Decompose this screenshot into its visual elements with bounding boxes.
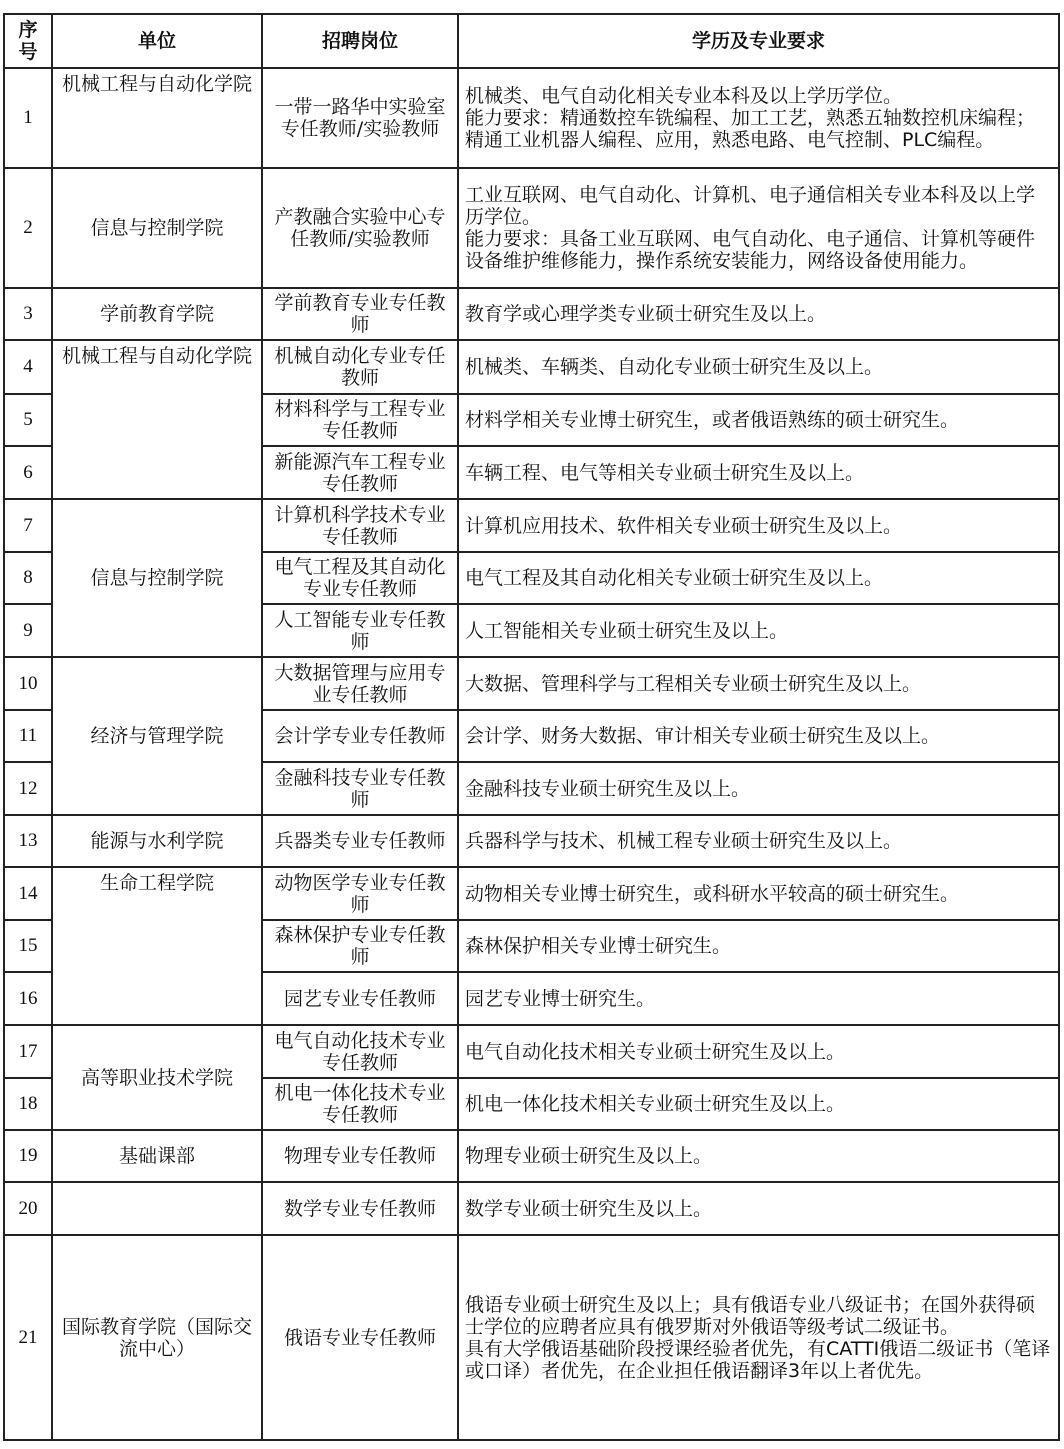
row-number: 12 [4, 762, 52, 815]
requirement-paragraph: 俄语专业硕士研究生及以上；具有俄语专业八级证书；在国外获得硕士学位的应聘者应具有俄罗斯对外俄语等级考试二级证书。 [465, 1293, 1036, 1338]
requirement-cell [458, 920, 1059, 972]
row-number: 11 [4, 710, 52, 762]
row-number: 18 [4, 1078, 52, 1130]
row-number: 3 [4, 288, 52, 340]
table-row [4, 1130, 1059, 1182]
unit-cell: 经济与管理学院 [52, 657, 262, 815]
position-cell: 人工智能专业专任教师 [262, 604, 458, 657]
requirement-paragraph: 机械类、车辆类、自动化专业硕士研究生及以上。 [465, 356, 884, 378]
position-cell: 金融科技专业专任教师 [262, 762, 458, 815]
requirement-cell [458, 972, 1059, 1025]
row-number: 8 [4, 552, 52, 604]
header-row [4, 14, 1059, 68]
requirement-cell [458, 1130, 1059, 1182]
row-number: 21 [4, 1235, 52, 1440]
table-row [4, 288, 1059, 340]
position-cell: 电气工程及其自动化专业专任教师 [262, 552, 458, 604]
row-number: 4 [4, 340, 52, 394]
position-cell: 学前教育专业专任教师 [262, 288, 458, 340]
requirement-cell [458, 1235, 1059, 1440]
position-cell: 机电一体化技术专业专任教师 [262, 1078, 458, 1130]
header-requirement: 学历及专业要求 [458, 14, 1059, 68]
position-cell: 动物医学专业专任教师 [262, 867, 458, 920]
position-cell: 大数据管理与应用专业专任教师 [262, 657, 458, 710]
position-cell: 机械自动化专业专任教师 [262, 340, 458, 394]
requirement-paragraph: 计算机应用技术、软件相关专业硕士研究生及以上。 [465, 514, 903, 537]
requirement-paragraph: 能力要求：精通数控车铣编程、加工工艺，熟悉五轴数控机床编程；精通工业机器人编程、应用，熟悉电路、电气控制、PLC编程。 [465, 107, 1036, 151]
row-number: 6 [4, 446, 52, 499]
requirement-paragraph: 森林保护相关专业博士研究生。 [465, 935, 732, 957]
row-number: 2 [4, 168, 52, 288]
requirement-paragraph: 电气自动化技术相关专业硕士研究生及以上。 [465, 1040, 846, 1063]
row-number: 9 [4, 604, 52, 657]
position-cell: 数学专业专任教师 [262, 1182, 458, 1235]
header-no-char-2: 号 [18, 41, 38, 63]
table-row [4, 499, 1059, 552]
requirement-cell [458, 340, 1059, 394]
position-cell: 会计学专业专任教师 [262, 710, 458, 762]
position-cell: 俄语专业专任教师 [262, 1235, 458, 1440]
unit-cell: 机械工程与自动化学院 [52, 340, 262, 499]
requirement-paragraph: 园艺专业博士研究生。 [465, 987, 656, 1010]
requirement-cell [458, 762, 1059, 815]
position-cell: 森林保护专业专任教师 [262, 920, 458, 972]
requirement-cell [458, 815, 1059, 867]
position-cell: 材料科学与工程专业专任教师 [262, 394, 458, 446]
table-row [4, 867, 1059, 920]
row-number: 1 [4, 68, 52, 168]
unit-cell: 生命工程学院 [52, 867, 262, 1025]
unit-cell [52, 1182, 262, 1235]
requirement-cell [458, 1078, 1059, 1130]
requirement-cell [458, 552, 1059, 604]
unit-cell: 基础课部 [52, 1130, 262, 1182]
row-number: 5 [4, 394, 52, 446]
row-number: 16 [4, 972, 52, 1025]
requirement-cell [458, 68, 1059, 168]
row-number: 19 [4, 1130, 52, 1182]
requirement-cell [458, 1182, 1059, 1235]
row-number: 14 [4, 867, 52, 920]
requirement-cell [458, 446, 1059, 499]
row-number: 17 [4, 1025, 52, 1078]
table-row [4, 815, 1059, 867]
unit-cell: 信息与控制学院 [52, 168, 262, 288]
requirement-paragraph: 车辆工程、电气等相关专业硕士研究生及以上。 [465, 461, 865, 484]
position-cell: 兵器类专业专任教师 [262, 815, 458, 867]
requirement-cell [458, 168, 1059, 288]
header-unit: 单位 [52, 14, 262, 68]
row-number: 10 [4, 657, 52, 710]
row-number: 13 [4, 815, 52, 867]
unit-cell: 学前教育学院 [52, 288, 262, 340]
position-cell: 计算机科学技术专业专任教师 [262, 499, 458, 552]
row-number: 7 [4, 499, 52, 552]
requirement-cell [458, 499, 1059, 552]
table-row [4, 68, 1059, 168]
row-number: 15 [4, 920, 52, 972]
position-cell: 园艺专业专任教师 [262, 972, 458, 1025]
position-cell: 电气自动化技术专业专任教师 [262, 1025, 458, 1078]
table-row [4, 1235, 1059, 1440]
table-row [4, 1025, 1059, 1078]
requirement-paragraph: 电气工程及其自动化相关专业硕士研究生及以上。 [465, 567, 884, 589]
position-cell: 一带一路华中实验室专任教师/实验教师 [262, 68, 458, 168]
table-row [4, 1182, 1059, 1235]
unit-cell: 高等职业技术学院 [52, 1025, 262, 1130]
requirement-paragraph: 人工智能相关专业硕士研究生及以上。 [465, 619, 789, 642]
requirement-paragraph: 材料学相关专业博士研究生，或者俄语熟练的硕士研究生。 [465, 409, 960, 431]
requirement-paragraph: 教育学或心理学类专业硕士研究生及以上。 [465, 303, 827, 325]
requirement-paragraph: 数学专业硕士研究生及以上。 [465, 1197, 713, 1220]
requirement-cell [458, 394, 1059, 446]
requirement-paragraph: 动物相关专业博士研究生，或科研水平较高的硕士研究生。 [465, 882, 960, 905]
unit-cell: 国际教育学院（国际交流中心） [52, 1235, 262, 1440]
requirement-paragraph: 能力要求：具备工业互联网、电气自动化、电子通信、计算机等硬件设备维护维修能力，操作系统安装能力，网络设备使用能力。 [465, 228, 1036, 272]
requirement-paragraph: 会计学、财务大数据、审计相关专业硕士研究生及以上。 [465, 725, 941, 747]
position-cell: 物理专业专任教师 [262, 1130, 458, 1182]
requirement-cell [458, 710, 1059, 762]
requirement-paragraph: 兵器科学与技术、机械工程专业硕士研究生及以上。 [465, 830, 903, 852]
requirement-paragraph: 机械类、电气自动化相关专业本科及以上学历学位。 [465, 85, 903, 107]
requirement-paragraph: 金融科技专业硕士研究生及以上。 [465, 777, 751, 800]
requirement-paragraph: 具有大学俄语基础阶段授课经验者优先，有CATTI俄语二级证书（笔译或口译）者优先，在企业担任俄语翻译3年以上者优先。 [465, 1337, 1051, 1382]
header-position: 招聘岗位 [262, 14, 458, 68]
table-row [4, 340, 1059, 394]
requirement-cell [458, 867, 1059, 920]
requirement-paragraph: 物理专业硕士研究生及以上。 [465, 1145, 713, 1167]
requirement-paragraph: 工业互联网、电气自动化、计算机、电子通信相关专业本科及以上学历学位。 [465, 184, 1036, 228]
row-number: 20 [4, 1182, 52, 1235]
requirement-cell [458, 288, 1059, 340]
unit-cell: 信息与控制学院 [52, 499, 262, 657]
unit-cell: 能源与水利学院 [52, 815, 262, 867]
requirement-cell [458, 604, 1059, 657]
requirement-paragraph: 机电一体化技术相关专业硕士研究生及以上。 [465, 1093, 846, 1115]
table-row [4, 168, 1059, 288]
table-row [4, 657, 1059, 710]
header-no [4, 14, 52, 68]
recruitment-table [3, 13, 1060, 1441]
position-cell: 产教融合实验中心专任教师/实验教师 [262, 168, 458, 288]
unit-cell: 机械工程与自动化学院 [52, 68, 262, 168]
requirement-cell [458, 1025, 1059, 1078]
header-no-char-1: 序 [18, 19, 38, 41]
position-cell: 新能源汽车工程专业专任教师 [262, 446, 458, 499]
requirement-cell [458, 657, 1059, 710]
requirement-paragraph: 大数据、管理科学与工程相关专业硕士研究生及以上。 [465, 672, 922, 695]
